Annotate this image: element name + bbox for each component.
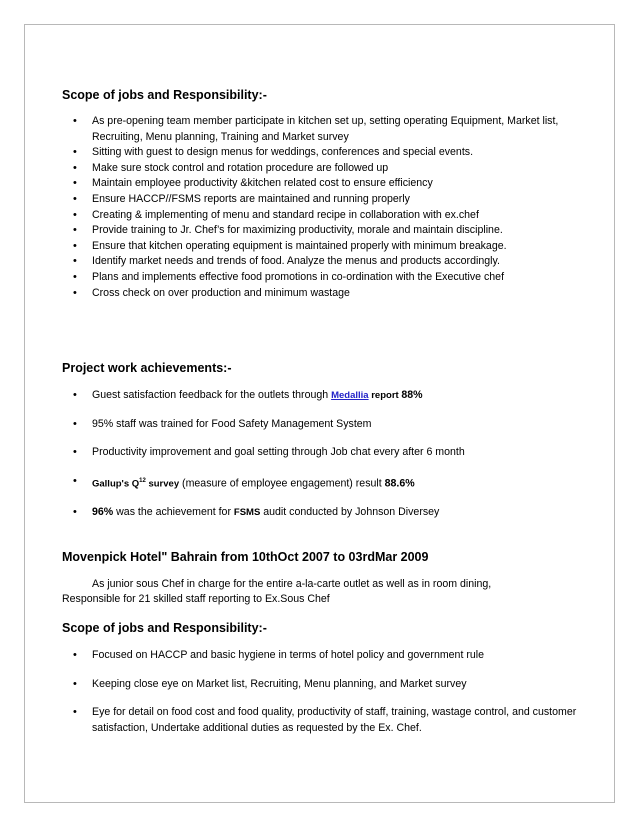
list-item: • Maintain employee productivity &kitchen related cost to ensure efficiency: [73, 177, 433, 190]
list-item: • 96% was the achievement for FSMS audit conducted by Johnson Diversey: [73, 505, 440, 518]
list-item: • As pre-opening team member participate in kitchen set up, setting operating Equipment, Market list, Recruiting, Menu planning, Training and Market survey: [73, 115, 559, 143]
job-title-heading: Movenpick Hotel" Bahrain from 10thOct 2007 to 03rdMar 2009: [62, 550, 429, 564]
list-item: • Cross check on over production and minimum wastage: [73, 286, 350, 299]
scope-heading-1: Scope of jobs and Responsibility:-: [62, 88, 267, 102]
scope-list-1: [62, 114, 582, 301]
list-item: • Ensure HACCP//FSMS reports are maintained and running properly: [73, 192, 410, 205]
medallia-link[interactable]: Medallia: [331, 390, 369, 401]
list-item: • Provide training to Jr. Chef’s for maximizing productivity, morale and maintain discipline.: [73, 224, 503, 237]
list-item: • Keeping close eye on Market list, Recruiting, Menu planning, and Market survey: [73, 677, 467, 690]
list-item: • Focused on HACCP and basic hygiene in terms of hotel policy and government rule: [73, 649, 484, 661]
list-item: • Eye for detail on food cost and food quality, productivity of staff, training, wastage control, and customer satisfaction, Undertake additional duties as requested by the Ex. Chef.: [73, 706, 577, 734]
list-item: • Identify market needs and trends of food. Analyze the menus and products accordingly.: [73, 255, 500, 268]
list-item: • Sitting with guest to design menus for weddings, conferences and special events.: [73, 146, 474, 159]
list-item: • 95% staff was trained for Food Safety Management System: [73, 417, 372, 430]
list-item: • Gallup's $Q^{12}$ survey (measure of employee engagement) result 88.6%: [73, 474, 415, 490]
list-item: • Creating & implementing of menu and standard recipe in collaboration with ex.chef: [73, 208, 479, 221]
list-item: • Make sure stock control and rotation procedure are followed up: [73, 161, 389, 174]
list-item: • Plans and implements effective food promotions in co-ordination with the Executive chef: [73, 270, 505, 283]
scope-heading-2: Scope of jobs and Responsibility:-: [62, 621, 267, 635]
list-item: • Productivity improvement and goal setting through Job chat every after 6 month: [73, 446, 465, 459]
scope-list-2: [62, 648, 587, 736]
job-description: As junior sous Chef in charge for the entire a-la-carte outlet as well as in room dining, Responsible for 21 skilled staff reporting to Ex.Sous Chef: [62, 578, 492, 605]
achievements-list: [62, 388, 582, 521]
list-item: • Guest satisfaction feedback for the outlets through Medallia report 88%: [73, 389, 423, 401]
list-item: • Ensure that kitchen operating equipment is maintained properly with minimum breakage.: [73, 239, 507, 252]
achievements-heading: Project work achievements:-: [62, 361, 232, 375]
